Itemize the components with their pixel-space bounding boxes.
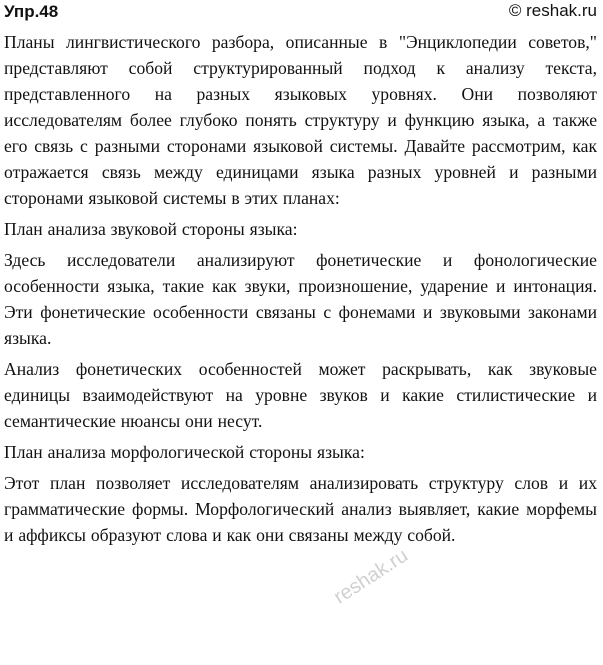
morphology-analysis-paragraph: Этот план позволяет исследователям анализировать структуру слов и их грамматические формы. Морфологический анализ выявляет, какие морфемы и аффиксы образуют слова и как они связаны между собой. bbox=[4, 473, 597, 545]
section-heading-morphology: План анализа морфологической стороны языка: bbox=[4, 442, 365, 462]
exercise-title: Упр.48 bbox=[4, 2, 59, 21]
page-header bbox=[4, 0, 597, 26]
sound-analysis-paragraph: Здесь исследователи анализируют фонетические и фонологические особенности языка, такие как звуки, произношение, ударение и интонация. Эти фонетические особенности связаны с фонемами и звуковыми законами языка. bbox=[4, 250, 597, 348]
copyright-notice: © reshak.ru bbox=[508, 1, 597, 20]
watermark: reshak.ru bbox=[330, 544, 412, 609]
phonetic-analysis-paragraph: Анализ фонетических особенностей может раскрывать, как звуковые единицы взаимодействуют на уровне звуков и какие стилистические и семантические нюансы они несут. bbox=[4, 359, 597, 431]
section-heading-sound: План анализа звуковой стороны языка: bbox=[4, 219, 298, 239]
intro-paragraph: Планы лингвистического разбора, описанные в "Энциклопедии советов," представляют собой структурированный подход к анализу текста, представленного на разных языковых уровнях. Они позволяют исследователям более глубоко понять структуру и функцию языка, а также его связь с разными сторонами языковой системы. Давайте рассмотрим, как отражается связь между единицами языка разных уровней и разными сторонами языковой системы в этих планах: bbox=[4, 32, 597, 208]
document-body bbox=[4, 29, 597, 548]
